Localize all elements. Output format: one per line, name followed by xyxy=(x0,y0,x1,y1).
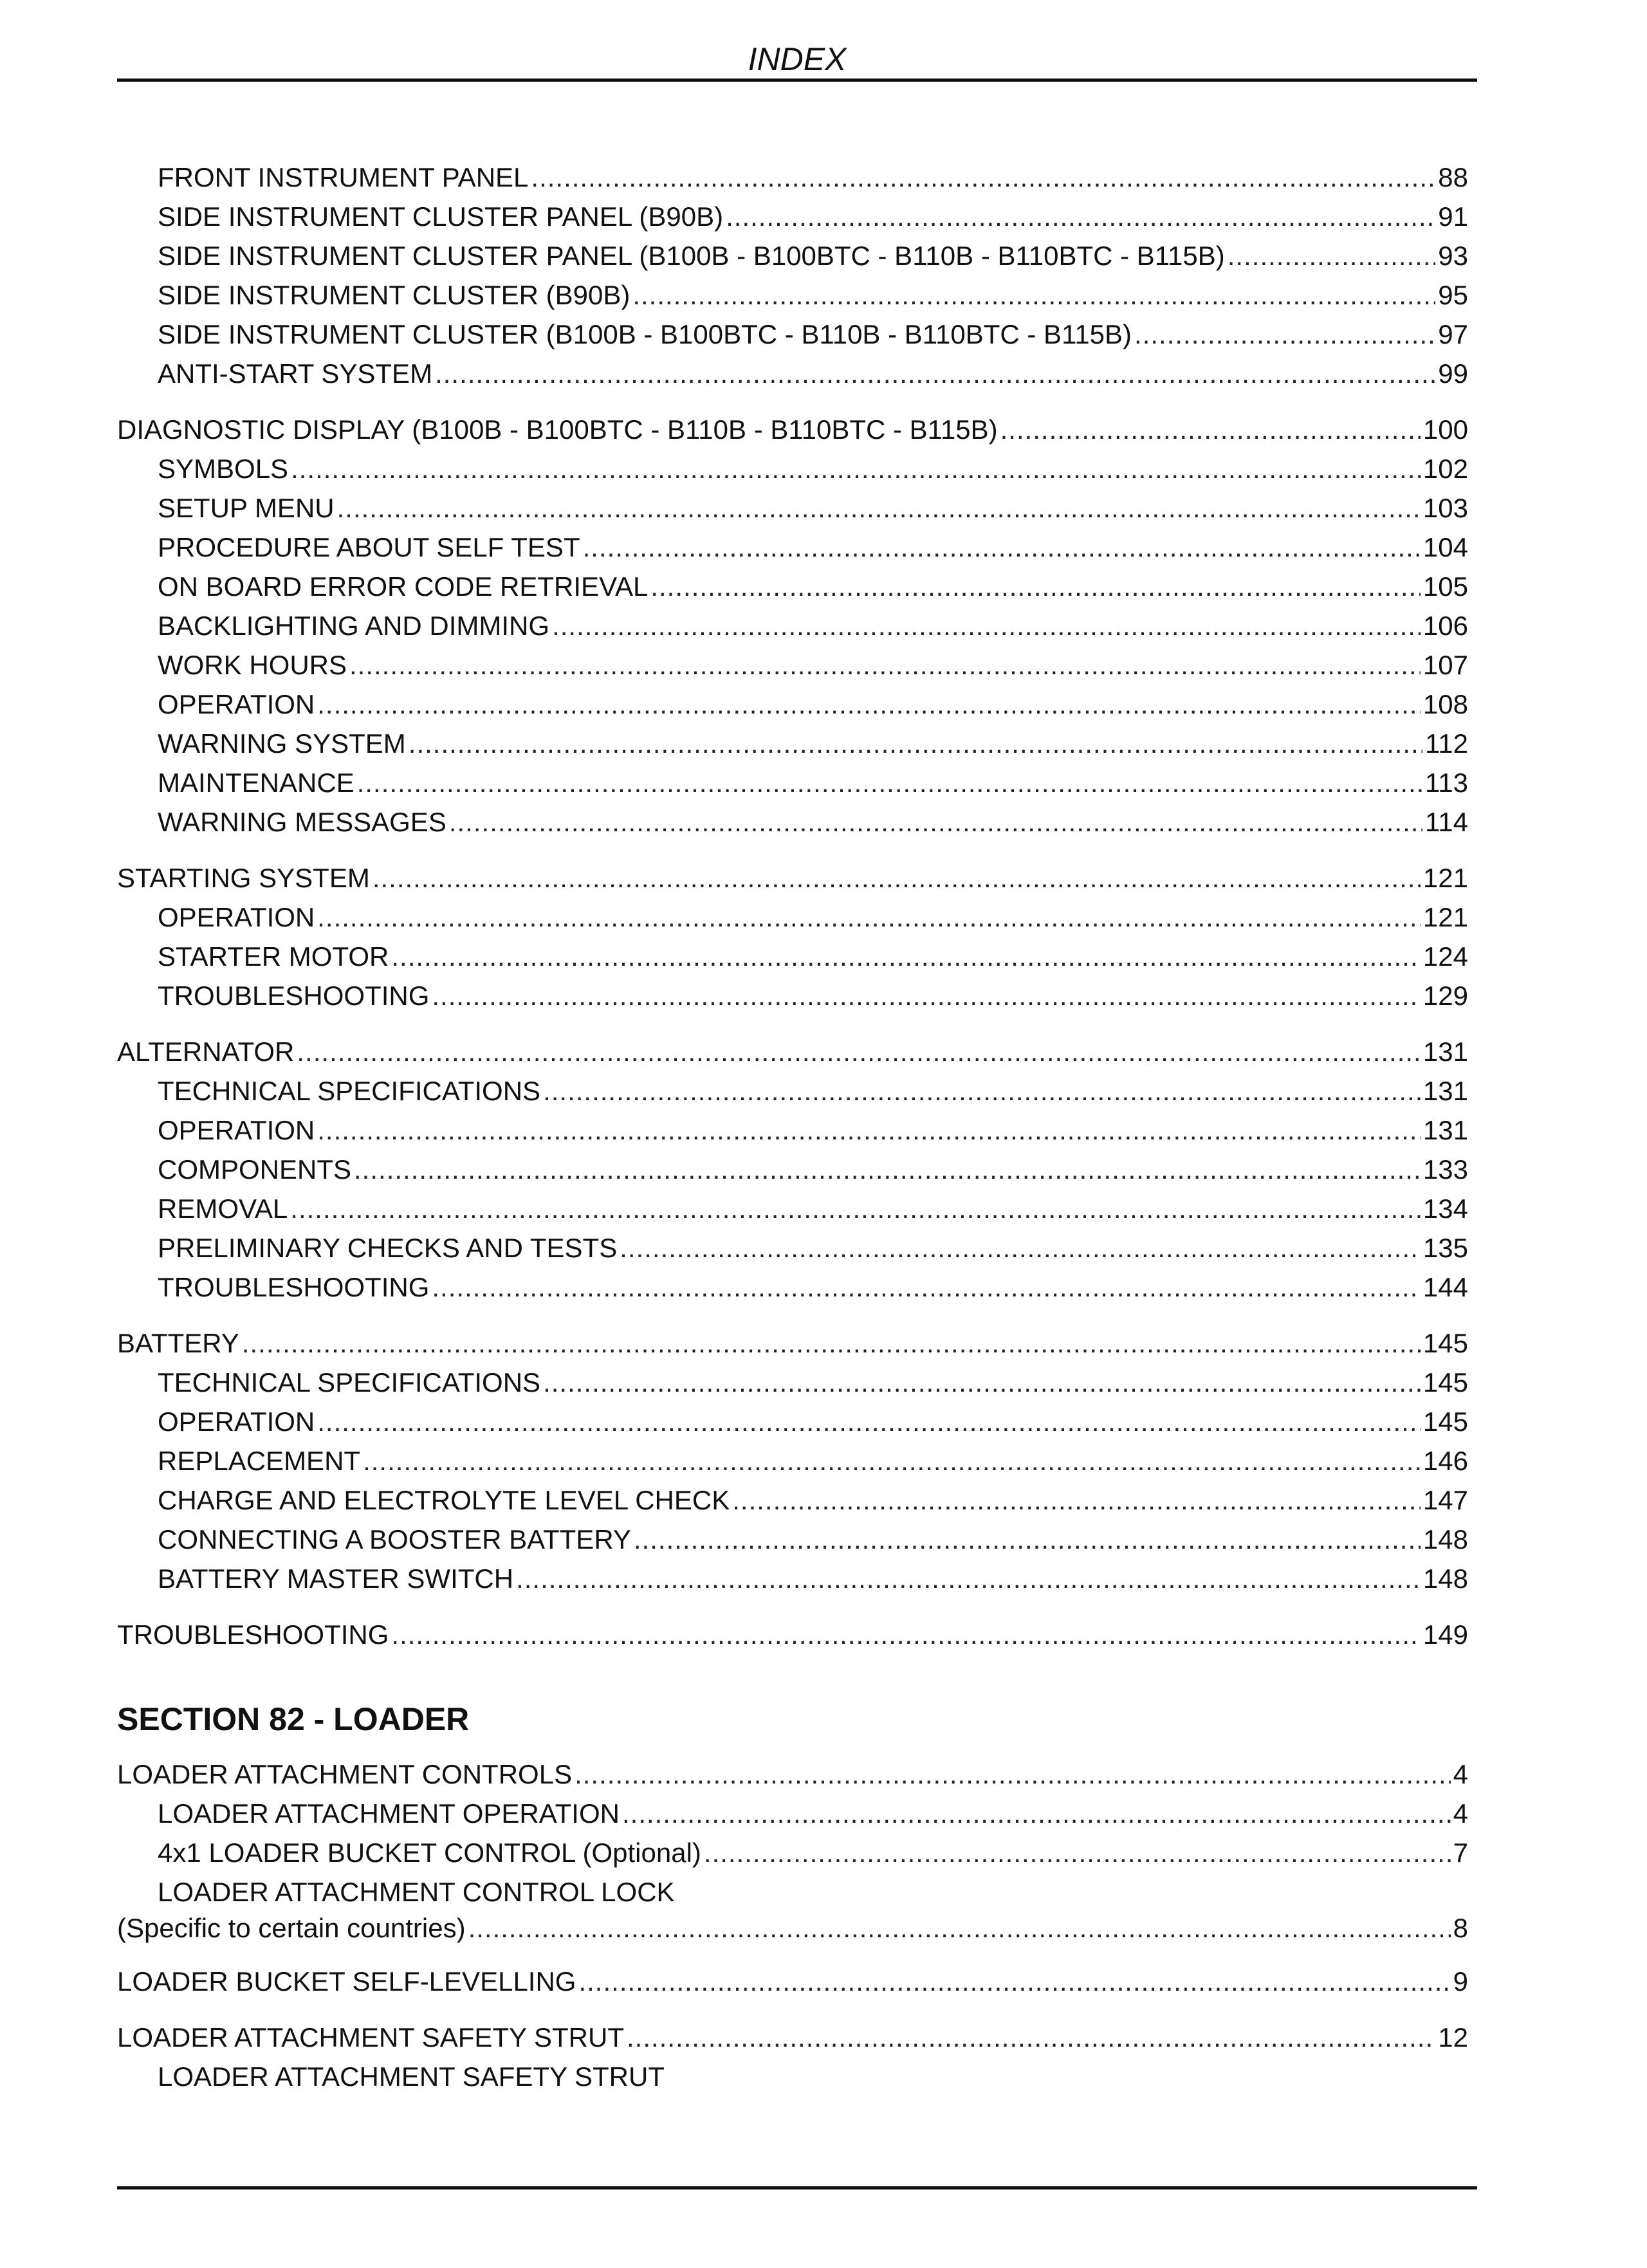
toc-entry xyxy=(117,2057,1468,2096)
toc-entry xyxy=(117,1872,1468,1912)
toc-entry-label: TECHNICAL SPECIFICATIONS xyxy=(158,1367,541,1397)
toc-entry-label: OPERATION xyxy=(158,689,315,719)
toc-entry xyxy=(117,197,1468,236)
toc-entry-page: 95 xyxy=(1438,280,1468,310)
toc-entry xyxy=(117,2018,1468,2057)
toc-entry xyxy=(117,488,1468,528)
toc-entry xyxy=(117,1111,1468,1150)
toc-entry xyxy=(117,1323,1468,1363)
toc-entry-page: 93 xyxy=(1438,241,1468,271)
toc-entry xyxy=(117,976,1468,1015)
toc-entry xyxy=(117,645,1468,685)
toc-entry-label: TECHNICAL SPECIFICATIONS xyxy=(158,1076,541,1106)
toc-entry xyxy=(117,685,1468,724)
toc-entry-page: 91 xyxy=(1438,201,1468,232)
toc-entry xyxy=(117,1071,1468,1111)
dot-leader xyxy=(620,1228,1421,1268)
dot-leader xyxy=(435,354,1435,393)
toc-entry xyxy=(117,1189,1468,1228)
toc-entry-page: 99 xyxy=(1438,358,1468,389)
dot-leader xyxy=(357,763,1422,802)
toc-entry-label: OPERATION xyxy=(158,1115,315,1145)
toc-entry-label: ANTI-START SYSTEM xyxy=(158,358,433,389)
toc-entry xyxy=(117,236,1468,275)
footer-rule xyxy=(117,2186,1477,2190)
toc-entry-label: SIDE INSTRUMENT CLUSTER (B100B - B100BTC - B110B - B110BTC - B115B) xyxy=(158,319,1132,349)
toc-entry xyxy=(117,898,1468,937)
toc-entry-page: 100 xyxy=(1422,414,1468,445)
group-spacer xyxy=(117,1945,1468,1962)
toc-entry-page: 144 xyxy=(1422,1272,1468,1302)
toc-entry-page: 148 xyxy=(1422,1563,1468,1594)
toc-entry-page: 12 xyxy=(1438,2022,1468,2052)
toc-entry xyxy=(117,158,1468,197)
dot-leader xyxy=(726,197,1435,236)
toc-entry-page: 145 xyxy=(1422,1367,1468,1397)
toc-entry-label: LOADER ATTACHMENT OPERATION xyxy=(158,1798,620,1829)
toc-entry-label: TROUBLESHOOTING xyxy=(158,981,430,1011)
toc-entry-label: WORK HOURS xyxy=(158,650,347,680)
dot-leader xyxy=(349,645,1421,685)
toc-entry-label: SIDE INSTRUMENT CLUSTER PANEL (B100B - B100BTC - B110B - B110BTC - B115B) xyxy=(158,241,1225,271)
toc-entry xyxy=(117,1150,1468,1189)
dot-leader xyxy=(543,1071,1421,1111)
dot-leader xyxy=(543,1363,1421,1402)
toc-entry-label: LOADER BUCKET SELF-LEVELLING xyxy=(117,1966,576,1996)
toc-entry-label: TROUBLESHOOTING xyxy=(117,1619,389,1650)
group-spacer xyxy=(117,393,1468,410)
dot-leader xyxy=(297,1032,1421,1071)
toc-entry-page: 107 xyxy=(1422,650,1468,680)
toc-entry-page: 149 xyxy=(1422,1619,1468,1650)
toc-entry-page: 8 xyxy=(1453,1913,1468,1943)
group-spacer xyxy=(117,1307,1468,1323)
toc-entry xyxy=(117,937,1468,976)
dot-leader xyxy=(1228,236,1436,275)
dot-leader xyxy=(432,976,1421,1015)
toc-entry xyxy=(117,802,1468,842)
toc-entry-label: OPERATION xyxy=(158,1406,315,1437)
toc-entry-label: REPLACEMENT xyxy=(158,1446,361,1476)
toc-entry xyxy=(117,528,1468,567)
toc-entry xyxy=(117,315,1468,354)
dot-leader xyxy=(632,275,1435,315)
dot-leader xyxy=(449,802,1422,842)
dot-leader xyxy=(531,158,1435,197)
toc-entry-page: 133 xyxy=(1422,1154,1468,1185)
dot-leader xyxy=(242,1323,1421,1363)
dot-leader xyxy=(552,606,1421,645)
toc-entry-page: 134 xyxy=(1422,1194,1468,1224)
toc-entry-label: LOADER ATTACHMENT CONTROL LOCK xyxy=(158,1877,675,1907)
dot-leader xyxy=(575,1755,1451,1794)
toc-entry-label: SIDE INSTRUMENT CLUSTER PANEL (B90B) xyxy=(158,201,724,232)
toc-entry-page: 146 xyxy=(1422,1446,1468,1476)
toc-entry-label: SIDE INSTRUMENT CLUSTER (B90B) xyxy=(158,280,630,310)
toc-entry xyxy=(117,724,1468,763)
page-header-title: INDEX xyxy=(748,41,847,77)
dot-leader xyxy=(578,1962,1450,2001)
toc-entry-page: 105 xyxy=(1422,571,1468,602)
toc-entry-label: PRELIMINARY CHECKS AND TESTS xyxy=(158,1233,618,1263)
toc-entry-label: LOADER ATTACHMENT CONTROLS xyxy=(117,1759,573,1789)
toc-entry-page: 135 xyxy=(1422,1233,1468,1263)
dot-leader xyxy=(704,1833,1451,1872)
toc-entry-page: 131 xyxy=(1422,1076,1468,1106)
toc-entry xyxy=(117,1480,1468,1520)
toc-entry-page: 104 xyxy=(1422,532,1468,562)
dot-leader xyxy=(337,488,1421,528)
toc-entry-label: SETUP MENU xyxy=(158,493,335,523)
toc-entry-page: 121 xyxy=(1422,863,1468,893)
toc-entry xyxy=(117,1833,1468,1872)
toc-entry-page: 112 xyxy=(1425,728,1468,759)
table-of-contents xyxy=(117,158,1468,2096)
dot-leader xyxy=(1000,410,1421,449)
toc-entry-page: 103 xyxy=(1422,493,1468,523)
toc-entry-label: BATTERY MASTER SWITCH xyxy=(158,1563,514,1594)
toc-entry-label: ON BOARD ERROR CODE RETRIEVAL xyxy=(158,571,649,602)
dot-leader xyxy=(354,1150,1421,1189)
toc-entry-label: CHARGE AND ELECTROLYTE LEVEL CHECK xyxy=(158,1485,730,1515)
dot-leader xyxy=(317,685,1421,724)
toc-entry-label: CONNECTING A BOOSTER BATTERY xyxy=(158,1524,631,1554)
toc-entry xyxy=(117,1032,1468,1071)
toc-entry-page: 97 xyxy=(1438,319,1468,349)
dot-leader xyxy=(622,1794,1451,1833)
toc-entry xyxy=(117,410,1468,449)
group-spacer xyxy=(117,1598,1468,1615)
dot-leader xyxy=(290,1189,1421,1228)
toc-entry xyxy=(117,449,1468,488)
toc-entry-page: 148 xyxy=(1422,1524,1468,1554)
group-spacer xyxy=(117,2001,1468,2018)
dot-leader xyxy=(373,858,1421,898)
dot-leader xyxy=(583,528,1421,567)
toc-entry-page: 102 xyxy=(1422,454,1468,484)
toc-entry-page: 131 xyxy=(1422,1115,1468,1145)
toc-entry xyxy=(117,1363,1468,1402)
toc-entry xyxy=(117,567,1468,606)
toc-entry-label: TROUBLESHOOTING xyxy=(158,1272,430,1302)
dot-leader xyxy=(363,1441,1421,1480)
toc-entry-label: OPERATION xyxy=(158,902,315,932)
toc-entry xyxy=(117,1402,1468,1441)
dot-leader xyxy=(516,1559,1421,1598)
toc-entry-page: 147 xyxy=(1422,1485,1468,1515)
toc-entry-page: 88 xyxy=(1438,162,1468,192)
toc-entry-label: WARNING SYSTEM xyxy=(158,728,406,759)
toc-entry-page: 108 xyxy=(1422,689,1468,719)
toc-entry-label: FRONT INSTRUMENT PANEL xyxy=(158,162,529,192)
toc-entry-label: SYMBOLS xyxy=(158,454,289,484)
toc-entry-page: 129 xyxy=(1422,981,1468,1011)
group-spacer xyxy=(117,1015,1468,1032)
dot-leader xyxy=(1134,315,1435,354)
toc-entry-page: 121 xyxy=(1422,902,1468,932)
dot-leader xyxy=(732,1480,1421,1520)
toc-entry xyxy=(117,1962,1468,2001)
toc-entry-label: LOADER ATTACHMENT SAFETY STRUT xyxy=(117,2022,624,2052)
dot-leader xyxy=(291,449,1421,488)
toc-entry-page: 7 xyxy=(1453,1838,1468,1868)
toc-entry xyxy=(117,1520,1468,1559)
toc-entry-page: 106 xyxy=(1422,611,1468,641)
toc-entry xyxy=(117,1559,1468,1598)
toc-entry-label: ALTERNATOR xyxy=(117,1037,295,1067)
toc-entry xyxy=(117,1228,1468,1268)
toc-entry-label: PROCEDURE ABOUT SELF TEST xyxy=(158,532,580,562)
dot-leader xyxy=(627,2018,1435,2057)
toc-entry xyxy=(117,275,1468,315)
toc-entry xyxy=(117,763,1468,802)
toc-entry-label: WARNING MESSAGES xyxy=(158,807,446,837)
dot-leader xyxy=(317,1402,1421,1441)
dot-leader xyxy=(391,1615,1421,1654)
group-spacer xyxy=(117,842,1468,858)
toc-entry-page: 4 xyxy=(1453,1759,1468,1789)
toc-entry xyxy=(117,1794,1468,1833)
toc-entry-label: DIAGNOSTIC DISPLAY (B100B - B100BTC - B110B - B110BTC - B115B) xyxy=(117,414,998,445)
dot-leader xyxy=(650,567,1421,606)
toc-entry-label: COMPONENTS xyxy=(158,1154,352,1185)
toc-entry-label: BATTERY xyxy=(117,1328,239,1358)
dot-leader xyxy=(409,724,1422,763)
toc-entry-page: 9 xyxy=(1453,1966,1468,1996)
toc-entry-label: STARTER MOTOR xyxy=(158,941,389,972)
header-rule xyxy=(117,78,1477,82)
toc-entry-page: 131 xyxy=(1422,1037,1468,1067)
toc-entry-page: 145 xyxy=(1422,1406,1468,1437)
toc-entry-page: 145 xyxy=(1422,1328,1468,1358)
toc-entry xyxy=(117,354,1468,393)
dot-leader xyxy=(317,898,1421,937)
toc-entry xyxy=(117,606,1468,645)
toc-entry-page: 124 xyxy=(1422,941,1468,972)
toc-entry-page: 114 xyxy=(1425,807,1468,837)
toc-entry-page: 4 xyxy=(1453,1798,1468,1829)
dot-leader xyxy=(468,1912,1451,1945)
dot-leader xyxy=(317,1111,1421,1150)
section-heading: SECTION 82 - LOADER xyxy=(117,1701,470,1737)
toc-entry-label: 4x1 LOADER BUCKET CONTROL (Optional) xyxy=(158,1838,701,1868)
toc-entry-continuation xyxy=(117,1912,1468,1945)
toc-entry-page: 113 xyxy=(1425,768,1468,798)
toc-entry-continuation-label: (Specific to certain countries) xyxy=(117,1913,466,1943)
toc-entry-label: STARTING SYSTEM xyxy=(117,863,370,893)
toc-entry xyxy=(117,1268,1468,1307)
dot-leader xyxy=(391,937,1421,976)
toc-entry-label: MAINTENANCE xyxy=(158,768,354,798)
toc-entry-label: REMOVAL xyxy=(158,1194,288,1224)
toc-entry xyxy=(117,858,1468,898)
dot-leader xyxy=(432,1268,1421,1307)
toc-entry xyxy=(117,1755,1468,1794)
dot-leader xyxy=(634,1520,1421,1559)
toc-entry-label: BACKLIGHTING AND DIMMING xyxy=(158,611,550,641)
toc-entry xyxy=(117,1441,1468,1480)
toc-entry xyxy=(117,1615,1468,1654)
toc-entry-label: LOADER ATTACHMENT SAFETY STRUT xyxy=(158,2061,665,2092)
